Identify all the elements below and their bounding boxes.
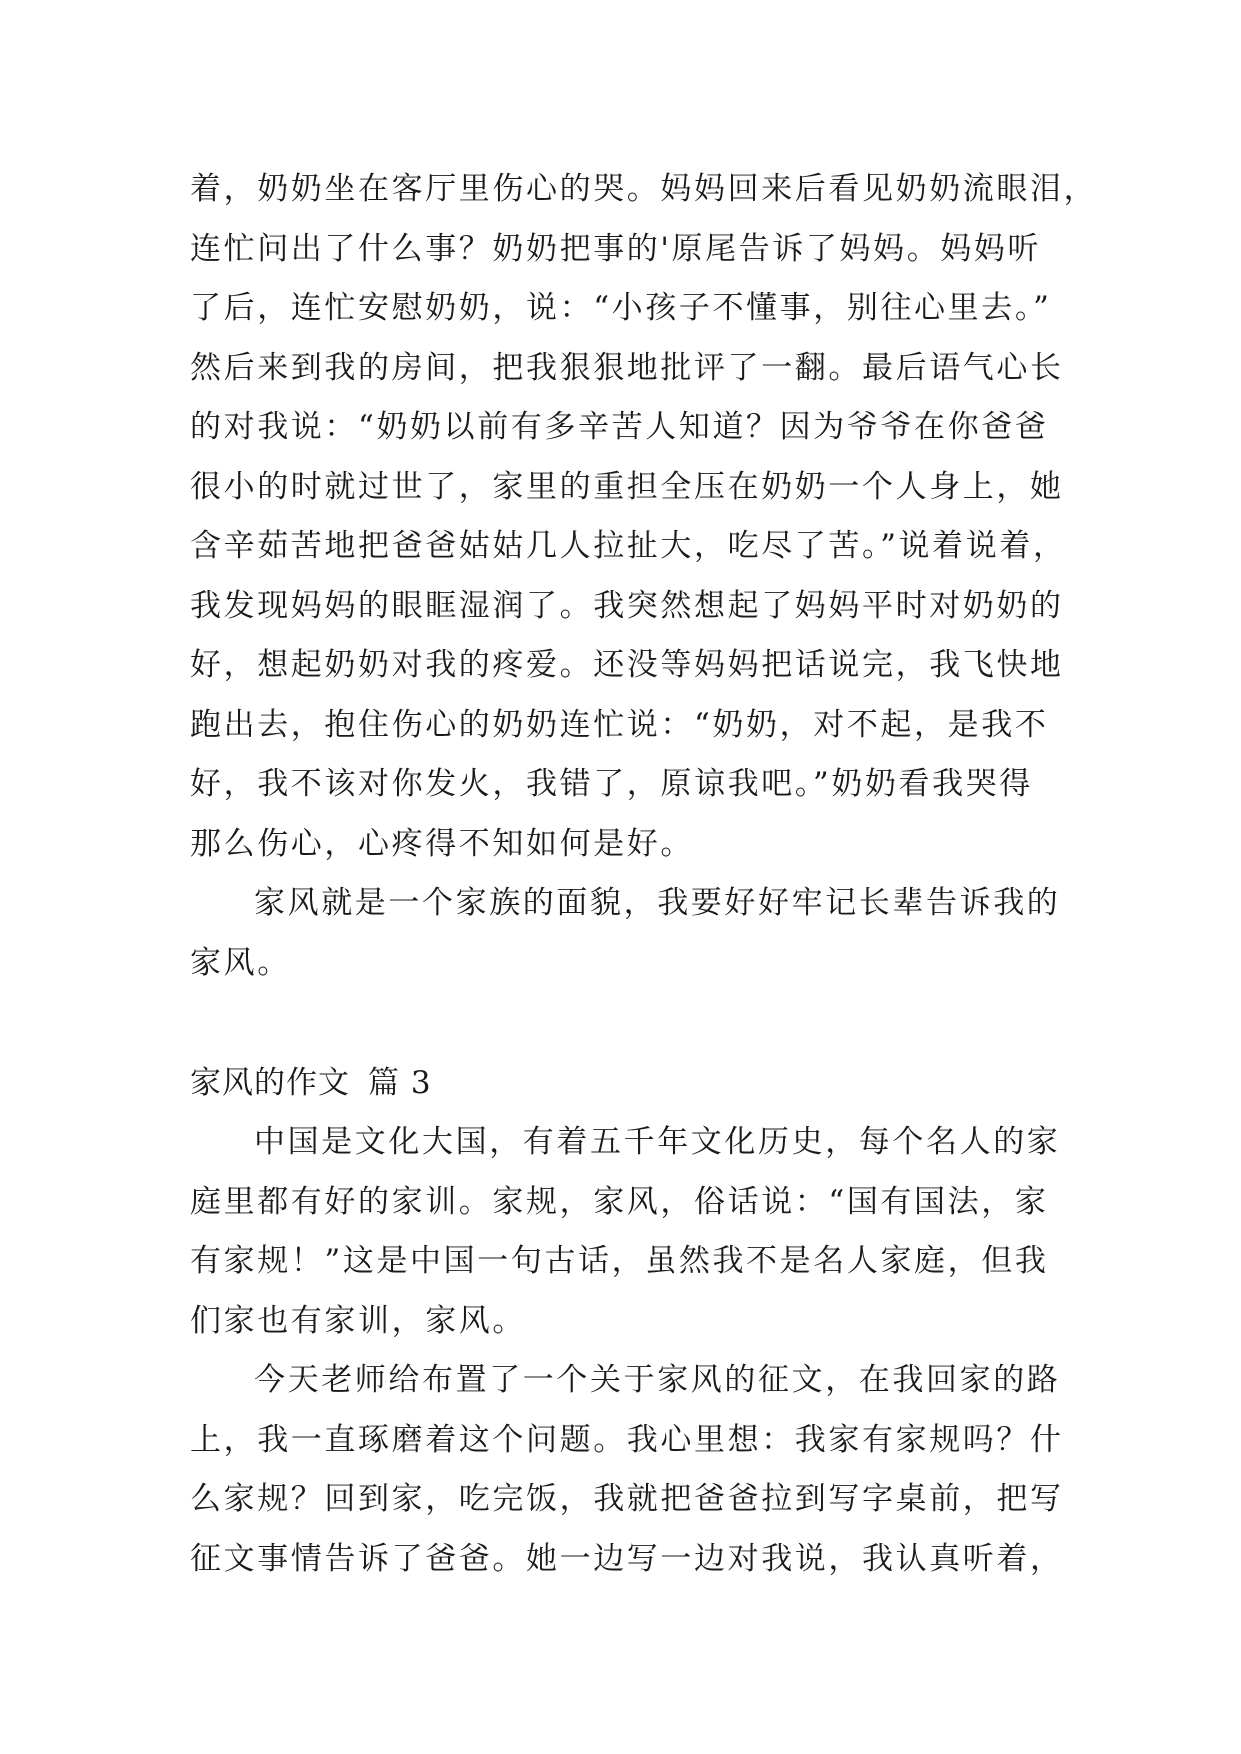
text-line: 们家也有家训，家风。 [190, 1302, 526, 1339]
section-heading [190, 1053, 1060, 1113]
text-line: 好，想起奶奶对我的疼爱。还没等妈妈把话说完，我飞快地 [190, 647, 1064, 683]
section-spacer [190, 993, 1060, 1053]
text-line: 然后来到我的房间，把我狠狠地批评了一翻。最后语气心长 [190, 349, 1064, 386]
text-line: 有家规！”这是中国一句古话，虽然我不是名人家庭，但我 [190, 1243, 1049, 1279]
text-line: 连忙问出了什么事？奶奶把事的'原尾告诉了妈妈。妈妈听 [190, 230, 1042, 267]
text-line: 我发现妈妈的眼眶湿润了。我突然想起了妈妈平时对奶奶的 [190, 587, 1064, 624]
text-line: 很小的时就过世了，家里的重担全压在奶奶一个人身上，她 [190, 468, 1064, 505]
text-line: 上，我一直琢磨着这个问题。我心里想：我家有家规吗？什 [190, 1421, 1064, 1458]
heading-title: 家风的作文 [190, 1065, 350, 1101]
text-line: 中国是文化大国，有着五千年文化历史，每个名人的家 [254, 1124, 1061, 1160]
document-page [190, 160, 1098, 1589]
text-line: 那么伤心，心疼得不知如何是好。 [190, 825, 694, 862]
text-line: 的对我说：“奶奶以前有多辛苦人知道？因为爷爷在你爸爸 [190, 409, 1049, 445]
text-line: 今天老师给布置了一个关于家风的征文，在我回家的路 [254, 1362, 1061, 1398]
paragraph [190, 874, 1060, 993]
paragraph [190, 1113, 1060, 1351]
paragraph [190, 1351, 1064, 1589]
text-line: 征文事情告诉了爸爸。她一边写一边对我说，我认真听着， [190, 1540, 1064, 1577]
paragraph [190, 160, 1098, 874]
text-line: 跑出去，抱住伤心的奶奶连忙说：“奶奶，对不起，是我不 [190, 706, 1049, 743]
text-line: 家风。 [190, 944, 291, 981]
text-line: 家风就是一个家族的面貌，我要好好牢记长辈告诉我的 [254, 885, 1061, 921]
heading-number: 篇 3 [368, 1065, 432, 1101]
text-line: 庭里都有好的家训。家规，家风，俗话说：“国有国法，家 [190, 1183, 1049, 1220]
text-line: 含辛茹苦地把爸爸姑姑几人拉扯大，吃尽了苦。”说着说着， [190, 528, 1067, 564]
text-line: 好，我不该对你发火，我错了，原谅我吧。”奶奶看我哭得 [190, 766, 1033, 802]
text-line: 着，奶奶坐在客厅里伤心的哭。妈妈回来后看见奶奶流眼泪， [190, 171, 1098, 207]
text-line: 么家规？回到家，吃完饭，我就把爸爸拉到写字桌前，把写 [190, 1481, 1064, 1517]
text-line: 了后，连忙安慰奶奶，说：“小孩子不懂事，别往心里去。” [190, 290, 1052, 326]
